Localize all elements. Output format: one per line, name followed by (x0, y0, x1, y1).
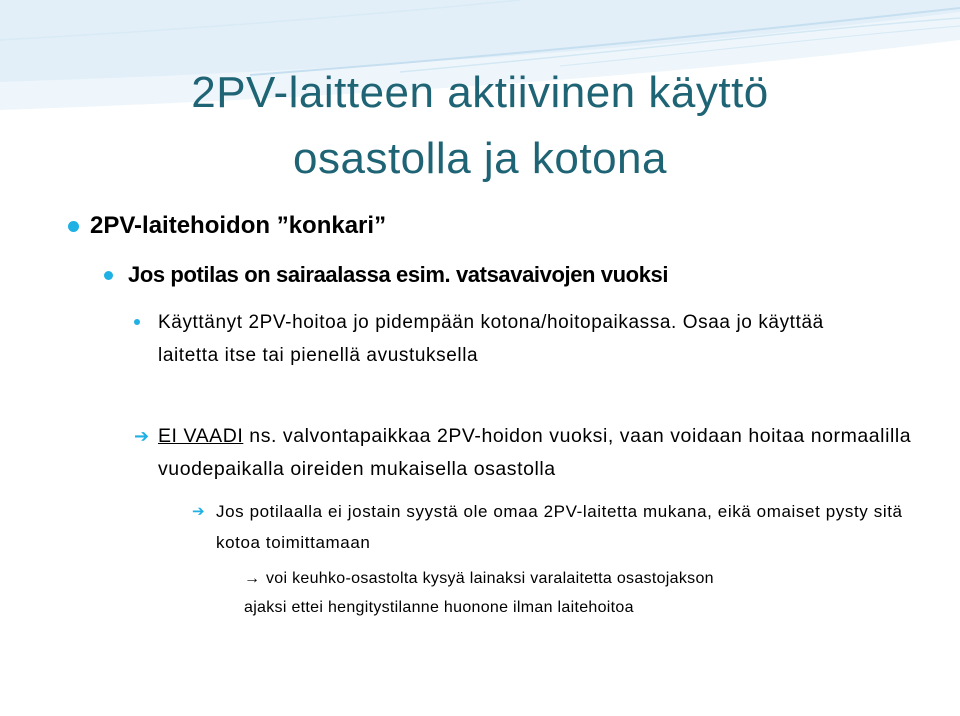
bullet-dot-icon (134, 319, 140, 325)
arrow-item-level-6 (244, 564, 904, 622)
bullet-level-2-text: Jos potilas on sairaalassa esim. vatsavaivojen vuoksi (128, 262, 669, 287)
slide-title (60, 60, 900, 192)
title-line-1: 2PV-laitteen aktiivinen käyttö (191, 68, 769, 117)
emphasis-underlined: EI VAADI (158, 425, 244, 447)
arrow-item-level-4-rest: ns. valvontapaikkaa 2PV-hoidon vuoksi, vaan voidaan hoitaa normaalilla vuodepaikalla oireiden mukaisella osastolla (158, 425, 912, 480)
title-line-2: osastolla ja kotona (293, 134, 667, 183)
arrow-item-level-5-text: Jos potilaalla ei jostain syystä ole omaa 2PV-laitetta mukana, eikä omaiset pysty sitä kotoa toimittamaan (216, 502, 903, 552)
arrow-item-level-5 (192, 496, 912, 558)
bullet-level-1-text: 2PV-laitehoidon ”konkari” (90, 212, 387, 239)
right-arrow-icon: ➔ (134, 426, 150, 446)
arrow-item-level-6-line-2: ajaksi ettei hengitystilanne huonone ilman laitehoitoa (244, 599, 634, 616)
bullet-level-2 (104, 262, 668, 288)
bullet-level-1 (68, 212, 386, 240)
bullet-level-3-text: Käyttänyt 2PV-hoitoa jo pidempään kotona/hoitopaikassa. Osaa jo käyttää laitetta itse tai pienellä avustuksella (158, 312, 824, 366)
arrow-item-level-4-text (158, 420, 914, 486)
right-arrow-icon: → (244, 570, 260, 587)
right-arrow-icon: ➔ (192, 503, 205, 520)
bullet-dot-icon (104, 271, 113, 280)
arrow-item-level-6-line-1: voi keuhko-osastolta kysyä lainaksi varalaitetta osastojakson (266, 570, 714, 587)
bullet-dot-icon (68, 221, 79, 232)
arrow-item-level-4 (134, 420, 914, 486)
bullet-level-3 (134, 306, 854, 372)
